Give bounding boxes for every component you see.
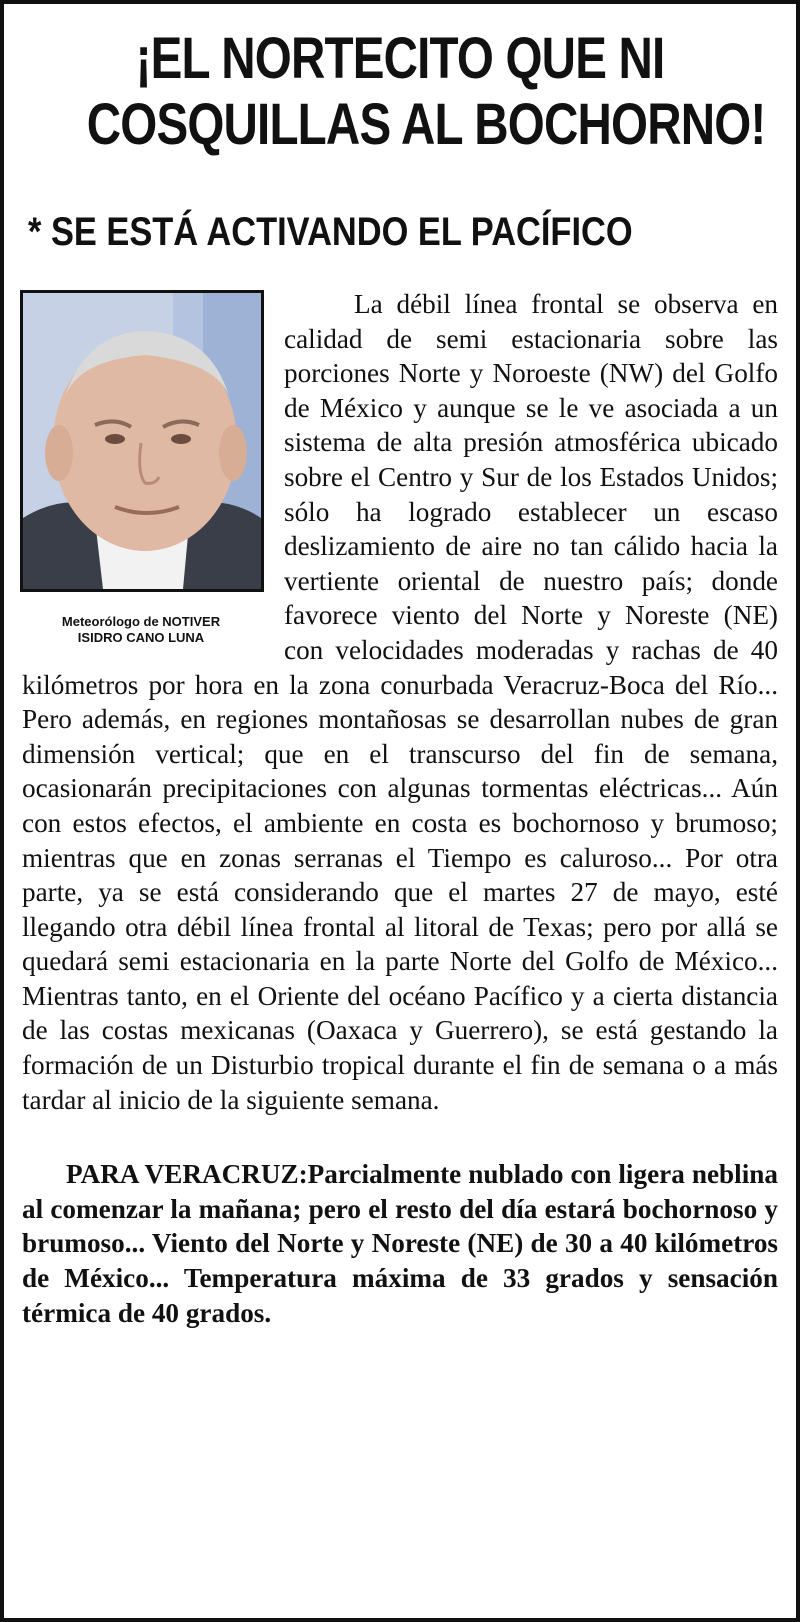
paragraph-main-text: La débil línea frontal se observa en calidad de semi estacionaria sobre las porciones Norte y Noroeste (NW) del Golfo de México y aunque se le ve asociada a un sistema de alta presión atmosférica ubicado sobre el Centro y Sur de los Estados Unidos; sólo ha logrado establecer un escaso deslizamiento de aire no tan cálido hacia la vertiente oriental de nuestro país; donde favorece viento del Norte y Noreste (NE) con velocidades moderadas y rachas de 40 kilómetros por hora en la zona conurbada Veracruz-Boca del Río... Pero además, en regiones montañosas se desarrollan nubes de gran dimensión vertical; que en el transcurso del fin de semana, ocasionarán precipitaciones con algunas tormentas eléctricas... Aún con estos efectos, el ambiente en costa es bochornoso y brumoso; mientras que en zonas serranas el Tiempo es caluroso... Por otra parte, ya se está considerando que el martes 27 de mayo, esté llegando otra débil línea frontal al litoral de Texas; pero por allá se quedará semi estacionaria en la parte Norte del Golfo de México... Mientras tanto, en el Oriente del océano Pacífico y a cierta distancia de las costas mexicanas (Oaxaca y Guerrero), se está gestando la formación de un Disturbio tropical durante el fin de semana o a más tardar al inicio de la siguiente semana.: [22, 289, 778, 1115]
paragraph-forecast: PARA VERACRUZ:Parcialmente nublado con ligera neblina al comenzar la mañana; pero el resto del día estará bochornoso y brumoso... Viento del Norte y Noreste (NE) de 30 a 40 kilómetros de México... Temperatura máxima de 33 grados y sensación térmica de 40 grados.: [22, 1159, 778, 1328]
article-body: [22, 287, 778, 1330]
subheadline: * SE ESTÁ ACTIVANDO EL PACÍFICO: [28, 210, 633, 254]
headline-line-2: COSQUILLAS AL BOCHORNO!: [86, 92, 766, 157]
caption-line-2: ISIDRO CANO LUNA: [77, 630, 205, 645]
headline-line-1: ¡EL NORTECITO QUE NI: [135, 26, 665, 91]
headline: [86, 26, 766, 158]
caption-line-1: Meteorólogo de NOTIVER: [61, 614, 221, 629]
photo-wrap-spacer: [22, 287, 284, 665]
